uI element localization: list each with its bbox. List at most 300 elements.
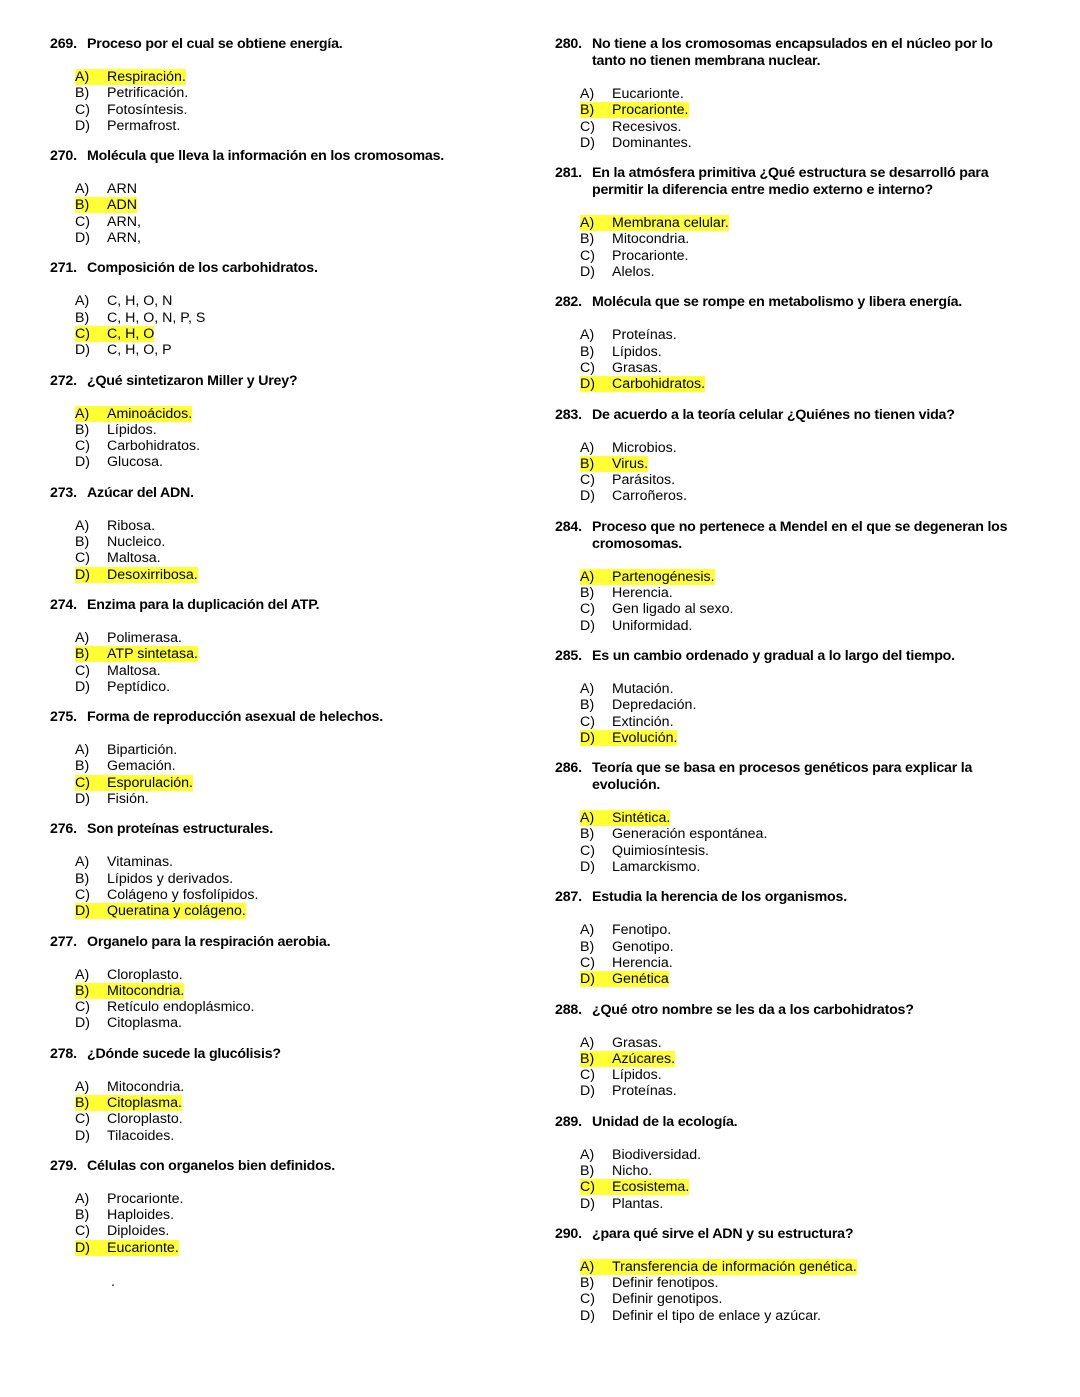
- option-letter: D): [75, 342, 90, 359]
- option-text: Membrana celular.: [612, 215, 729, 232]
- question-text: Composición de los carbohidratos.: [87, 260, 318, 277]
- option-letter: A): [580, 1146, 595, 1163]
- answer-option: [580, 681, 1025, 697]
- answer-option: [75, 181, 520, 197]
- answer-option: [75, 1111, 520, 1127]
- option-letter: C): [75, 101, 90, 118]
- question-title: [50, 1046, 520, 1063]
- answer-option-correct: [580, 569, 1025, 585]
- option-letter: B): [580, 826, 595, 843]
- question-title: [555, 407, 1025, 424]
- option-letter: C): [580, 601, 595, 618]
- option-text: Cloroplasto.: [107, 966, 183, 983]
- highlight-marker: [580, 730, 677, 746]
- answer-option-correct: [580, 810, 1025, 826]
- option-letter: C): [75, 774, 90, 791]
- option-letter: C): [580, 1179, 595, 1196]
- answer-option: [75, 887, 520, 903]
- answer-option: [580, 327, 1025, 343]
- option-text: Diploides.: [107, 1223, 170, 1240]
- question-block: [555, 294, 1025, 392]
- question-title: [555, 165, 1025, 199]
- option-content: [75, 758, 176, 774]
- answer-options: [555, 922, 1025, 987]
- option-text: Respiración.: [107, 69, 186, 85]
- answer-option: [580, 601, 1025, 617]
- answer-option-correct: [580, 1051, 1025, 1067]
- option-letter: A): [75, 1078, 90, 1095]
- answer-option: [580, 440, 1025, 456]
- option-content: [580, 264, 655, 280]
- answer-option: [580, 714, 1025, 730]
- option-content: [75, 679, 170, 695]
- highlight-marker: [75, 775, 193, 791]
- option-text: Parásitos.: [612, 472, 676, 489]
- option-text: Grasas.: [612, 359, 662, 376]
- highlight-marker: [75, 1095, 182, 1111]
- option-text: ARN: [107, 181, 137, 198]
- question-title: [555, 1114, 1025, 1131]
- option-content: [75, 214, 141, 230]
- option-letter: B): [580, 102, 595, 119]
- option-letter: B): [580, 697, 595, 714]
- question-block: [50, 934, 520, 1032]
- option-content: [580, 1291, 722, 1307]
- option-content: [580, 826, 767, 842]
- option-letter: B): [580, 231, 595, 248]
- question-title: [50, 709, 520, 726]
- option-content: [580, 1083, 677, 1099]
- option-letter: A): [580, 215, 595, 232]
- option-content: [580, 681, 674, 697]
- option-letter: A): [75, 742, 90, 759]
- question-title: [555, 889, 1025, 906]
- option-content: [580, 135, 692, 151]
- question-text: En la atmósfera primitiva ¿Qué estructura se desarrolló para permitir la diferencia entre medio externo e interno?: [592, 165, 989, 199]
- answer-option-correct: [75, 567, 520, 583]
- option-text: Proteínas.: [612, 327, 677, 344]
- option-letter: C): [580, 247, 595, 264]
- option-letter: C): [580, 1291, 595, 1308]
- option-letter: D): [75, 117, 90, 134]
- answer-options: [50, 406, 520, 471]
- option-letter: D): [580, 1307, 595, 1324]
- answer-option: [75, 1015, 520, 1031]
- question-text: Teoría que se basa en procesos genéticos para explicar la evolución.: [592, 760, 973, 794]
- option-content: [580, 1308, 821, 1324]
- answer-option-correct: [75, 775, 520, 791]
- answer-option: [580, 1308, 1025, 1324]
- answer-option: [580, 248, 1025, 264]
- option-letter: D): [580, 971, 595, 988]
- question-number: 275.: [50, 709, 77, 726]
- question-title: [555, 36, 1025, 70]
- option-text: C, H, O, P: [107, 342, 172, 359]
- question-text: Molécula que lleva la información en los cromosomas.: [87, 148, 445, 165]
- answer-option: [75, 630, 520, 646]
- answer-option: [75, 1223, 520, 1239]
- option-content: [580, 327, 677, 343]
- option-content: [580, 1035, 662, 1051]
- option-text: ARN,: [107, 213, 141, 230]
- question-title: [555, 648, 1025, 665]
- option-letter: D): [580, 617, 595, 634]
- answer-option-correct: [75, 646, 520, 662]
- answer-options: [50, 518, 520, 583]
- answer-options: [555, 569, 1025, 634]
- answer-option: [580, 86, 1025, 102]
- option-letter: D): [580, 1083, 595, 1100]
- option-content: [75, 630, 182, 646]
- option-letter: C): [75, 886, 90, 903]
- answer-option: [580, 939, 1025, 955]
- question-title: [50, 485, 520, 502]
- question-block: [50, 1046, 520, 1144]
- answer-option: [580, 1067, 1025, 1083]
- option-letter: B): [75, 1207, 90, 1224]
- highlight-marker: [580, 1179, 689, 1195]
- question-number: 270.: [50, 148, 77, 165]
- question-text: Enzima para la duplicación del ATP.: [87, 596, 320, 613]
- question-number: 283.: [555, 406, 582, 423]
- option-letter: D): [75, 1239, 90, 1256]
- option-letter: B): [580, 343, 595, 360]
- question-number: 279.: [50, 1157, 77, 1174]
- question-text: ¿para qué sirve el ADN y su estructura?: [592, 1225, 854, 1242]
- answer-option-correct: [580, 1259, 1025, 1275]
- answer-option-correct: [75, 326, 520, 342]
- question-block: [555, 1114, 1025, 1212]
- option-text: Genotipo.: [612, 938, 674, 955]
- option-text: Procarionte.: [107, 1190, 184, 1207]
- option-letter: C): [75, 1223, 90, 1240]
- question-text: Azúcar del ADN.: [87, 484, 194, 501]
- option-text: Mutación.: [612, 680, 674, 697]
- question-block: [50, 373, 520, 471]
- option-content: [75, 1128, 174, 1144]
- option-text: Nucleico.: [107, 534, 166, 551]
- option-text: Tilacoides.: [107, 1127, 175, 1144]
- option-text: Plantas.: [612, 1195, 664, 1212]
- option-letter: B): [580, 455, 595, 472]
- answer-option-correct: [580, 456, 1025, 472]
- answer-options: [555, 327, 1025, 392]
- question-block: [555, 1226, 1025, 1324]
- option-text: ADN: [107, 197, 137, 214]
- option-text: Definir el tipo de enlace y azúcar.: [612, 1307, 821, 1324]
- option-letter: B): [75, 646, 90, 663]
- answer-option: [75, 999, 520, 1015]
- option-text: Carbohidratos.: [612, 376, 706, 393]
- question-number: 287.: [555, 889, 582, 906]
- option-letter: C): [75, 550, 90, 567]
- answer-option: [75, 871, 520, 887]
- option-letter: C): [75, 1111, 90, 1128]
- question-title: [555, 294, 1025, 311]
- answer-option-correct: [580, 215, 1025, 231]
- highlight-marker: [75, 69, 186, 85]
- option-letter: C): [580, 359, 595, 376]
- option-letter: D): [75, 454, 90, 471]
- option-text: Maltosa.: [107, 550, 161, 567]
- question-block: [50, 597, 520, 695]
- option-text: Aminoácidos.: [107, 405, 193, 422]
- option-text: Azúcares.: [612, 1050, 676, 1067]
- question-number: 272.: [50, 372, 77, 389]
- option-content: [75, 85, 188, 101]
- option-text: Proteínas.: [612, 1083, 677, 1100]
- highlight-marker: [580, 376, 705, 392]
- question-text: Estudia la herencia de los organismos.: [592, 889, 847, 906]
- answer-option: [75, 293, 520, 309]
- answer-option: [580, 1083, 1025, 1099]
- answer-option-correct: [580, 102, 1025, 118]
- option-content: [580, 1163, 652, 1179]
- option-text: Virus.: [612, 455, 649, 472]
- answer-options: [50, 1079, 520, 1144]
- option-letter: C): [580, 118, 595, 135]
- option-text: Definir fenotipos.: [612, 1275, 719, 1292]
- answer-option-correct: [75, 69, 520, 85]
- option-text: Recesivos.: [612, 118, 682, 135]
- question-number: 273.: [50, 484, 77, 501]
- option-content: [75, 791, 149, 807]
- question-text: ¿Qué otro nombre se les da a los carbohidratos?: [592, 1001, 914, 1018]
- option-content: [75, 1079, 184, 1095]
- option-content: [580, 360, 662, 376]
- question-text: Es un cambio ordenado y gradual a lo largo del tiempo.: [592, 647, 955, 664]
- option-text: Evolución.: [612, 729, 678, 746]
- question-text: Organelo para la respiración aerobia.: [87, 933, 331, 950]
- left-question-column: [50, 36, 520, 1270]
- answer-option: [580, 859, 1025, 875]
- option-content: [75, 181, 137, 197]
- option-letter: A): [75, 69, 90, 85]
- question-number: 274.: [50, 596, 77, 613]
- answer-option-correct: [75, 983, 520, 999]
- question-text: Son proteínas estructurales.: [87, 821, 273, 838]
- question-title: [50, 934, 520, 951]
- answer-option: [580, 697, 1025, 713]
- option-letter: D): [580, 376, 595, 393]
- answer-option: [75, 518, 520, 534]
- question-title: [50, 821, 520, 838]
- question-text: Forma de reproducción asexual de helechos.: [87, 709, 383, 726]
- answer-option: [75, 967, 520, 983]
- answer-option: [75, 85, 520, 101]
- answer-option: [75, 758, 520, 774]
- highlight-marker: [75, 903, 246, 919]
- answer-option: [75, 791, 520, 807]
- option-text: Gen ligado al sexo.: [612, 601, 734, 618]
- option-letter: C): [75, 999, 90, 1016]
- question-title: [50, 260, 520, 277]
- highlight-marker: [75, 1240, 179, 1256]
- answer-option: [75, 854, 520, 870]
- question-block: [50, 485, 520, 583]
- question-title: [555, 760, 1025, 794]
- option-text: Ribosa.: [107, 517, 156, 534]
- answer-option: [75, 679, 520, 695]
- question-number: 280.: [555, 36, 582, 52]
- option-content: [75, 518, 155, 534]
- option-text: Quimiosíntesis.: [612, 842, 709, 859]
- answer-options: [50, 1191, 520, 1256]
- question-text: Unidad de la ecología.: [592, 1113, 738, 1130]
- option-text: Lípidos.: [107, 421, 157, 438]
- option-text: Fenotipo.: [612, 922, 672, 939]
- option-text: Esporulación.: [107, 774, 193, 791]
- option-content: [75, 293, 172, 309]
- option-content: [75, 1191, 184, 1207]
- option-content: [580, 1275, 718, 1291]
- answer-option-correct: [75, 903, 520, 919]
- option-letter: D): [75, 678, 90, 695]
- option-letter: B): [75, 421, 90, 438]
- option-content: [75, 342, 172, 358]
- option-letter: A): [580, 86, 595, 102]
- answer-options: [555, 1259, 1025, 1324]
- highlight-marker: [75, 983, 184, 999]
- answer-option: [580, 922, 1025, 938]
- option-text: Genética: [612, 971, 669, 988]
- highlight-marker: [75, 567, 198, 583]
- option-letter: A): [75, 405, 90, 422]
- option-text: Fisión.: [107, 791, 149, 808]
- highlight-marker: [75, 646, 198, 662]
- answer-option: [75, 663, 520, 679]
- answer-option: [580, 826, 1025, 842]
- option-letter: A): [75, 517, 90, 534]
- highlight-marker: [580, 456, 648, 472]
- answer-option-correct: [75, 1095, 520, 1111]
- option-content: [75, 742, 177, 758]
- question-title: [50, 597, 520, 614]
- option-text: Uniformidad.: [612, 617, 693, 634]
- option-content: [580, 472, 675, 488]
- option-text: Polimerasa.: [107, 629, 182, 646]
- option-content: [580, 859, 700, 875]
- option-text: Haploides.: [107, 1207, 175, 1224]
- question-number: 290.: [555, 1225, 582, 1242]
- highlight-marker: [580, 1051, 675, 1067]
- question-block: [50, 260, 520, 358]
- answer-option: [580, 618, 1025, 634]
- option-content: [580, 86, 684, 102]
- option-letter: A): [75, 1190, 90, 1207]
- answer-options: [555, 1147, 1025, 1212]
- answer-option: [580, 135, 1025, 151]
- question-text: Células con organelos bien definidos.: [87, 1157, 336, 1174]
- option-letter: C): [75, 325, 90, 342]
- question-block: [555, 36, 1025, 151]
- option-letter: B): [580, 585, 595, 602]
- answer-option: [75, 422, 520, 438]
- option-text: Glucosa.: [107, 454, 163, 471]
- question-block: [50, 36, 520, 134]
- option-content: [75, 871, 233, 887]
- highlight-marker: [580, 971, 669, 987]
- question-title: [555, 519, 1025, 553]
- option-text: Dominantes.: [612, 134, 692, 151]
- option-text: Fotosíntesis.: [107, 101, 188, 118]
- question-number: 284.: [555, 518, 582, 535]
- option-text: Eucarionte.: [107, 1239, 179, 1256]
- option-text: Permafrost.: [107, 117, 181, 134]
- option-content: [580, 488, 687, 504]
- option-text: Cloroplasto.: [107, 1111, 183, 1128]
- option-letter: B): [580, 1162, 595, 1179]
- question-title: [50, 373, 520, 390]
- option-content: [580, 618, 692, 634]
- option-text: Lípidos.: [612, 1067, 662, 1084]
- option-letter: D): [75, 1127, 90, 1144]
- option-text: Ecosistema.: [612, 1179, 690, 1196]
- option-text: Desoxirribosa.: [107, 566, 198, 583]
- option-content: [580, 714, 674, 730]
- answer-option: [75, 1191, 520, 1207]
- answer-option: [75, 1207, 520, 1223]
- option-letter: C): [75, 213, 90, 230]
- answer-option: [75, 438, 520, 454]
- answer-option: [75, 102, 520, 118]
- highlight-marker: [580, 810, 670, 826]
- question-number: 282.: [555, 294, 582, 311]
- option-letter: A): [75, 181, 90, 198]
- question-text: De acuerdo a la teoría celular ¿Quiénes no tienen vida?: [592, 406, 955, 423]
- question-text: ¿Dónde sucede la glucólisis?: [87, 1045, 281, 1062]
- option-content: [580, 601, 733, 617]
- option-text: Lípidos y derivados.: [107, 870, 234, 887]
- question-number: 289.: [555, 1113, 582, 1130]
- answer-options: [555, 810, 1025, 875]
- answer-options: [50, 69, 520, 134]
- option-letter: A): [75, 854, 90, 871]
- option-content: [580, 440, 677, 456]
- answer-option-correct: [580, 1179, 1025, 1195]
- question-title: [555, 1002, 1025, 1019]
- question-text: Proceso por el cual se obtiene energía.: [87, 36, 343, 52]
- option-text: Citoplasma.: [107, 1015, 182, 1032]
- option-content: [75, 230, 141, 246]
- option-letter: A): [580, 568, 595, 585]
- question-block: [50, 821, 520, 919]
- option-content: [580, 1196, 663, 1212]
- answer-options: [50, 630, 520, 695]
- option-letter: C): [580, 1067, 595, 1084]
- option-text: Herencia.: [612, 954, 673, 971]
- option-content: [75, 310, 205, 326]
- option-content: [580, 939, 674, 955]
- option-content: [580, 1147, 701, 1163]
- answer-options: [555, 86, 1025, 151]
- option-content: [580, 697, 696, 713]
- answer-options: [50, 181, 520, 246]
- right-question-column: [555, 36, 1025, 1338]
- option-content: [580, 119, 681, 135]
- answer-options: [555, 681, 1025, 746]
- answer-option-correct: [580, 376, 1025, 392]
- option-letter: D): [75, 1015, 90, 1032]
- option-letter: B): [75, 197, 90, 214]
- option-content: [580, 955, 673, 971]
- option-text: Mitocondria.: [107, 982, 185, 999]
- option-text: Transferencia de información genética.: [612, 1258, 857, 1275]
- question-number: 269.: [50, 36, 77, 52]
- option-text: Mitocondria.: [107, 1078, 185, 1095]
- question-block: [555, 165, 1025, 280]
- answer-options: [50, 742, 520, 807]
